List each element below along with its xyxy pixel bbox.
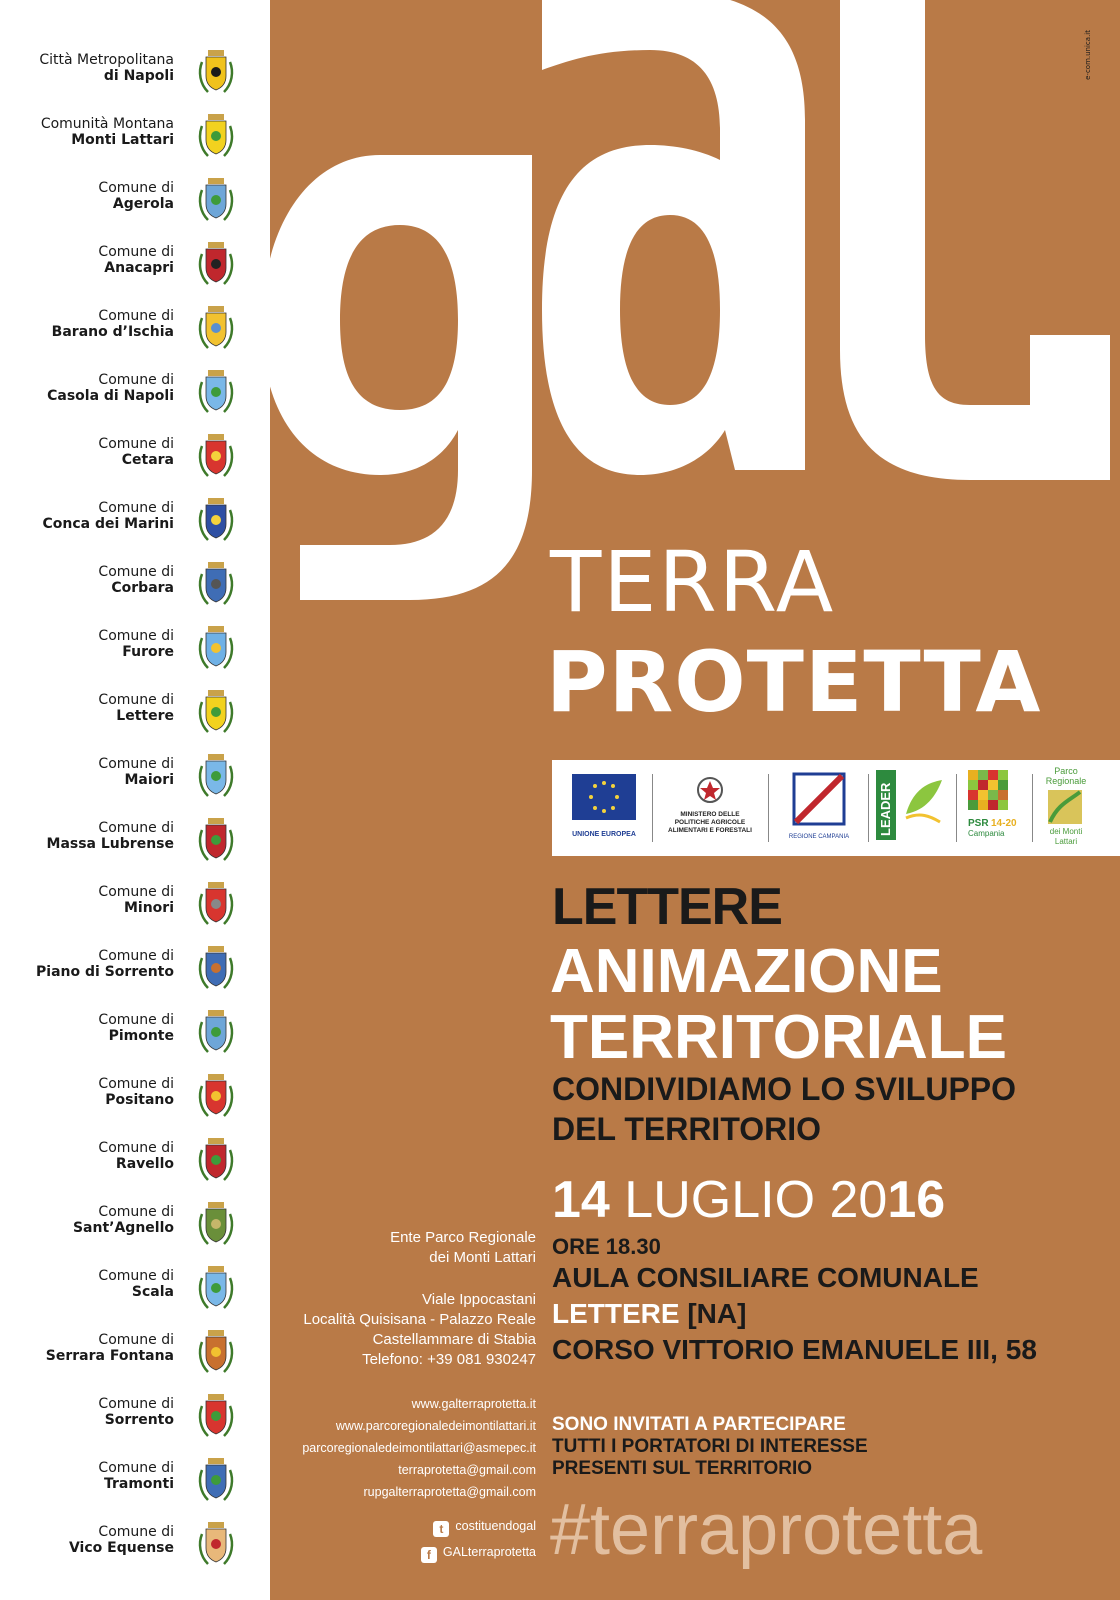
municipality-item [0,748,240,808]
municipality-type: Città Metropolitana [39,52,174,68]
website-link[interactable]: www.parcoregionaledeimontilattari.it [335,1419,536,1433]
coat-of-arms-icon [196,368,236,416]
municipality-item [0,1324,240,1384]
municipality-item [0,1196,240,1256]
municipality-name: Casola di Napoli [47,388,174,404]
leader-logo [870,766,952,842]
coat-of-arms-icon [196,1328,236,1376]
coat-of-arms-icon [196,48,236,96]
gal-logo [270,0,1120,600]
municipality-type: Comune di [98,372,174,388]
municipality-item [0,812,240,872]
municipality-name: Monti Lattari [71,132,174,148]
municipality-type: Comune di [98,180,174,196]
municipality-label [47,372,174,404]
address-line3: Castellammare di Stabia [372,1331,536,1348]
municipality-item [0,1388,240,1448]
twitter-icon: t [433,1521,449,1537]
campania-logo [774,768,864,844]
municipality-label [98,564,174,596]
logo-divider [1032,774,1033,842]
coat-of-arms-icon [196,240,236,288]
event-subtitle-line2: DEL TERRITORIO [552,1111,822,1147]
designer-credit: e-com.unica.it [1084,30,1092,80]
municipality-type: Comune di [98,244,174,260]
phone: Telefono: +39 081 930247 [362,1351,536,1368]
municipality-label [98,1268,174,1300]
facebook-icon: f [421,1547,437,1563]
municipality-name: Serrara Fontana [45,1348,174,1364]
municipality-type: Comune di [98,1524,174,1540]
municipality-type: Comune di [98,500,174,516]
website-link[interactable]: www.galterraprotetta.it [411,1397,536,1411]
coat-of-arms-icon [196,944,236,992]
coat-of-arms-icon [196,688,236,736]
psr-logo [958,766,1028,842]
municipality-label [42,500,174,532]
coat-of-arms-icon [196,496,236,544]
municipality-label [47,820,174,852]
municipality-type: Comune di [98,308,174,324]
coat-of-arms-icon [196,816,236,864]
municipality-label [98,1460,174,1492]
event-subtitle-line1: CONDIVIDIAMO LO SVILUPPO [552,1071,1017,1107]
coat-of-arms-icon [196,1264,236,1312]
event-date-day: 14 [552,1171,610,1229]
municipality-type: Comune di [98,1076,174,1092]
municipality-label [52,308,174,340]
municipality-label [39,52,174,84]
municipality-name: Tramonti [103,1476,174,1492]
municipality-name: Sant’Agnello [72,1220,174,1236]
municipality-type: Comunità Montana [40,116,174,132]
municipality-type: Comune di [98,692,174,708]
ministry-label-3: ALIMENTARI E FORESTALI [668,827,752,834]
email-link[interactable]: parcoregionaledeimontilattari@asmepec.it [302,1441,536,1455]
coat-of-arms-icon [196,624,236,672]
municipality-type: Comune di [98,564,174,580]
twitter-link[interactable] [433,1516,536,1537]
org-line2: dei Monti Lattari [429,1249,536,1266]
hashtag: #terraprotetta [550,1490,983,1570]
address-line2: Località Quisisana - Palazzo Reale [303,1311,536,1328]
municipality-name: Corbara [111,580,174,596]
coat-of-arms-icon [196,1136,236,1184]
municipality-label [73,1204,174,1236]
coat-of-arms-icon [196,880,236,928]
municipality-type: Comune di [98,1396,174,1412]
municipality-name: Scala [131,1284,174,1300]
municipality-label [69,1524,174,1556]
municipality-type: Comune di [98,884,174,900]
municipality-label [46,1332,174,1364]
ministry-label-1: MINISTERO DELLE [680,811,740,818]
municipality-item [0,1452,240,1512]
municipality-item [0,1068,240,1128]
municipality-name: Minori [123,900,174,916]
coat-of-arms-icon [196,1520,236,1568]
coat-of-arms-icon [196,112,236,160]
facebook-handle: GALterraprotetta [442,1545,536,1559]
municipality-name: Piano di Sorrento [36,964,174,980]
invite-line1: SONO INVITATI A PARTECIPARE [552,1414,846,1435]
parco-label-4: Lattari [1054,837,1078,846]
leader-label: LEADER [878,782,893,836]
parco-logo [1036,764,1116,846]
municipality-item [0,1516,240,1576]
municipality-item [0,236,240,296]
municipality-type: Comune di [98,948,174,964]
municipality-type: Comune di [98,436,174,452]
coat-of-arms-icon [196,176,236,224]
municipality-sidebar [0,0,270,1600]
municipality-type: Comune di [98,1012,174,1028]
municipality-name: Furore [122,644,174,660]
logo-divider [956,774,957,842]
municipality-name: Pimonte [108,1028,174,1044]
municipality-name: Anacapri [104,260,174,276]
municipality-name: Positano [105,1092,174,1108]
facebook-link[interactable] [421,1542,536,1563]
campania-label: REGIONE CAMPANIA [788,834,850,840]
municipality-label [98,436,174,468]
email-link[interactable]: rupgalterraprotetta@gmail.com [363,1485,536,1499]
gal-letter-a [542,0,805,475]
logo-divider [768,774,769,842]
psr-years: 14-20 [991,818,1017,829]
municipality-item [0,428,240,488]
parco-label-2: Regionale [1045,776,1087,786]
municipality-name: Maiori [124,772,174,788]
municipality-label [98,692,174,724]
municipality-type: Comune di [98,1460,174,1476]
logo-divider [652,774,653,842]
municipality-item [0,1132,240,1192]
municipality-item [0,44,240,104]
municipality-item [0,684,240,744]
coat-of-arms-icon [196,1456,236,1504]
event-address: CORSO VITTORIO EMANUELE III, 58 [552,1334,1037,1365]
ministry-logo [656,768,764,844]
municipality-name: Massa Lubrense [46,836,174,852]
org-line1: Ente Parco Regionale [390,1229,536,1246]
event-province: [NA] [679,1298,747,1329]
municipality-type: Comune di [98,756,174,772]
twitter-handle: costituendogal [455,1519,536,1533]
municipality-type: Comune di [98,628,174,644]
municipality-item [0,556,240,616]
municipality-label [98,756,174,788]
municipality-item [0,108,240,168]
municipality-name: Vico Equense [68,1540,174,1556]
address-line1: Viale Ippocastani [422,1291,536,1308]
municipality-label [36,948,174,980]
municipality-type: Comune di [98,820,174,836]
municipality-name: Agerola [112,196,174,212]
invite-line2: TUTTI I PORTATORI DI INTERESSE [552,1436,868,1457]
municipality-item [0,1004,240,1064]
ministry-label-2: POLITICHE AGRICOLE [674,819,746,826]
title-terra: TERRA [550,533,836,631]
municipality-item [0,1260,240,1320]
municipality-label [98,884,174,916]
parco-label-3: dei Monti [1049,827,1083,836]
event-venue: AULA CONSILIARE COMUNALE [552,1262,979,1293]
municipality-item [0,620,240,680]
municipality-type: Comune di [98,1204,174,1220]
parco-label-1: Parco [1054,766,1078,776]
municipality-name: Sorrento [104,1412,174,1428]
eu-logo [564,768,644,844]
coat-of-arms-icon [196,752,236,800]
coat-of-arms-icon [196,1200,236,1248]
event-town [552,1297,746,1331]
municipality-label [98,1012,174,1044]
municipality-name: Conca dei Marini [42,516,174,532]
municipality-label [98,244,174,276]
coat-of-arms-icon [196,1072,236,1120]
municipality-item [0,300,240,360]
psr-region: Campania [968,829,1005,838]
event-place-title: LETTERE [552,878,782,936]
gal-letter-g [262,155,532,600]
municipality-label [98,1140,174,1172]
municipality-item [0,876,240,936]
event-date-year-end: 16 [887,1171,946,1229]
title-protetta: PROTETTA [546,633,1042,731]
psr-label: PSR [968,818,989,829]
psr-mosaic-icon [968,770,1008,810]
municipality-item [0,364,240,424]
coat-of-arms-icon [196,560,236,608]
poster-main [270,0,1120,1600]
eu-flag-icon [572,774,636,820]
municipality-label [98,628,174,660]
event-town-name: LETTERE [552,1298,680,1329]
event-title-line2: TERRITORIALE [550,1003,1007,1072]
municipality-item [0,492,240,552]
coat-of-arms-icon [196,304,236,352]
partner-logos-band [552,760,1120,856]
eu-label: UNIONE EUROPEA [572,831,636,838]
gal-letter-l [840,0,1110,480]
municipality-item [0,940,240,1000]
municipality-name: di Napoli [103,68,174,84]
event-title-line1: ANIMAZIONE [550,937,943,1006]
municipality-label [98,1396,174,1428]
municipality-name: Cetara [121,452,174,468]
event-date-month: LUGLIO 20 [609,1171,888,1229]
municipality-name: Lettere [116,708,174,724]
coat-of-arms-icon [196,432,236,480]
municipality-item [0,172,240,232]
municipality-label [98,1076,174,1108]
event-date [552,1172,945,1228]
coat-of-arms-icon [196,1008,236,1056]
municipality-type: Comune di [98,1268,174,1284]
municipality-type: Comune di [98,1332,174,1348]
municipality-name: Barano d’Ischia [51,324,174,340]
email-link[interactable]: terraprotetta@gmail.com [398,1463,536,1477]
municipality-label [98,180,174,212]
event-time: ORE 18.30 [552,1234,661,1259]
invite-line3: PRESENTI SUL TERRITORIO [552,1458,813,1479]
coat-of-arms-icon [196,1392,236,1440]
logo-divider [868,774,869,842]
municipality-label [41,116,174,148]
municipality-type: Comune di [98,1140,174,1156]
municipality-name: Ravello [115,1156,174,1172]
